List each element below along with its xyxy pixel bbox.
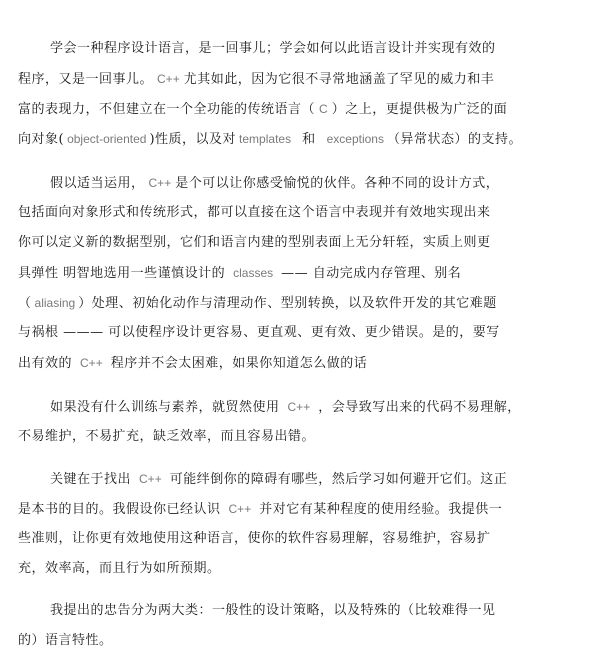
text: 和 xyxy=(302,132,316,147)
text: 假以适当运用， xyxy=(50,176,145,191)
cpp-term: C++ xyxy=(139,472,162,486)
paragraph-4-line-1 xyxy=(18,470,610,489)
text: 并对它有某种程度的使用经验。我提供一 xyxy=(259,502,503,517)
text: 包括面向对象形式和传统形式，都可以直接在这个语言中表现并有效地实现出来 xyxy=(18,205,491,220)
text: 学会一种程序设计语言，是一回事儿；学会如何以此语言设计并实现有效的 xyxy=(50,41,496,56)
text: 我提出的忠告分为两大类：一般性的设计策略，以及特殊的（比较难得一见 xyxy=(50,603,496,618)
text: 富的表现力，不但建立在一个全功能的传统语言（ xyxy=(18,102,316,117)
paragraph-2-line-1 xyxy=(18,174,610,193)
cpp-term: C++ xyxy=(157,72,180,86)
paragraph-1-line-1 xyxy=(18,40,610,58)
aliasing-term: aliasing xyxy=(34,296,76,310)
paragraph-4-line-4 xyxy=(18,560,578,578)
paragraph-2-line-4 xyxy=(18,264,578,283)
templates-term: templates xyxy=(239,132,292,146)
text: 如果没有什么训练与素养，就贸然使用 xyxy=(50,400,280,415)
text: 是本书的目的。我假设你已经认识 xyxy=(18,502,221,517)
classes-term: classes xyxy=(233,266,274,280)
text: —— 自动完成内存管理、别名 xyxy=(281,266,462,281)
text: ）处理、初始化动作与清理动作、型别转换，以及软件开发的其它难题 xyxy=(78,296,497,311)
text: )性质，以及对 xyxy=(149,132,237,147)
text: 具弹性 明智地选用一些谨慎设计的 xyxy=(18,266,226,281)
text: ）之上，更提供极为广泛的面 xyxy=(331,102,508,117)
text: ，会导致写出来的代码不易理解， xyxy=(318,400,521,415)
text: 向对象( xyxy=(18,132,65,147)
text: 你可以定义新的数据型别，它们和语言内建的型别表面上无分轩轾，实质上则更 xyxy=(18,235,491,250)
paragraph-4-line-3 xyxy=(18,530,578,548)
text: 与祸根 ——— 可以使程序设计更容易、更直观、更有效、更少错误。是的，要写 xyxy=(18,325,500,340)
cpp-term: C++ xyxy=(148,176,172,190)
text: （异常状态）的支持。 xyxy=(386,132,522,147)
text: 程序并不会太困难，如果你知道怎么做的话 xyxy=(110,356,368,371)
paragraph-4-line-2 xyxy=(18,500,578,519)
text: 出有效的 xyxy=(18,356,73,371)
text: 尤其如此，因为它很不寻常地涵盖了罕见的威力和丰 xyxy=(183,72,495,87)
text: 程序，又是一回事儿。 xyxy=(18,72,154,87)
paragraph-2-line-3 xyxy=(18,234,578,252)
object-oriented-term: object-oriented xyxy=(67,132,147,146)
text: （ xyxy=(18,296,32,311)
c-term: C xyxy=(319,102,328,116)
paragraph-2-line-7 xyxy=(18,354,578,373)
text: 充，效率高，而且行为如所预期。 xyxy=(18,561,221,576)
paragraph-5-line-1 xyxy=(18,602,610,620)
cpp-term: C++ xyxy=(287,400,311,414)
paragraph-2-line-2 xyxy=(18,204,578,222)
paragraph-1-line-3 xyxy=(18,100,578,119)
paragraph-5-line-2 xyxy=(18,632,578,650)
paragraph-2-line-5 xyxy=(18,294,578,313)
text: 可能绊倒你的障碍有哪些，然后学习如何避开它们。这正 xyxy=(169,472,508,487)
text: 不易维护，不易扩充，缺乏效率，而且容易出错。 xyxy=(18,429,316,444)
paragraph-3-line-1 xyxy=(18,398,610,417)
text: 的）语言特性。 xyxy=(18,633,113,648)
text: 些准则，让你更有效地使用这种语言，使你的软件容易理解，容易维护，容易扩 xyxy=(18,531,491,546)
paragraph-2-line-6 xyxy=(18,324,578,342)
text: 关键在于找出 xyxy=(50,472,132,487)
paragraph-3-line-2 xyxy=(18,428,578,446)
paragraph-1-line-4 xyxy=(18,130,578,149)
cpp-term: C++ xyxy=(80,356,103,370)
cpp-term: C++ xyxy=(228,502,252,516)
paragraph-1-line-2 xyxy=(18,70,578,89)
exceptions-term: exceptions xyxy=(326,132,384,146)
text: 是个可以让你感受愉悦的伙伴。各种不同的设计方式， xyxy=(175,176,500,191)
